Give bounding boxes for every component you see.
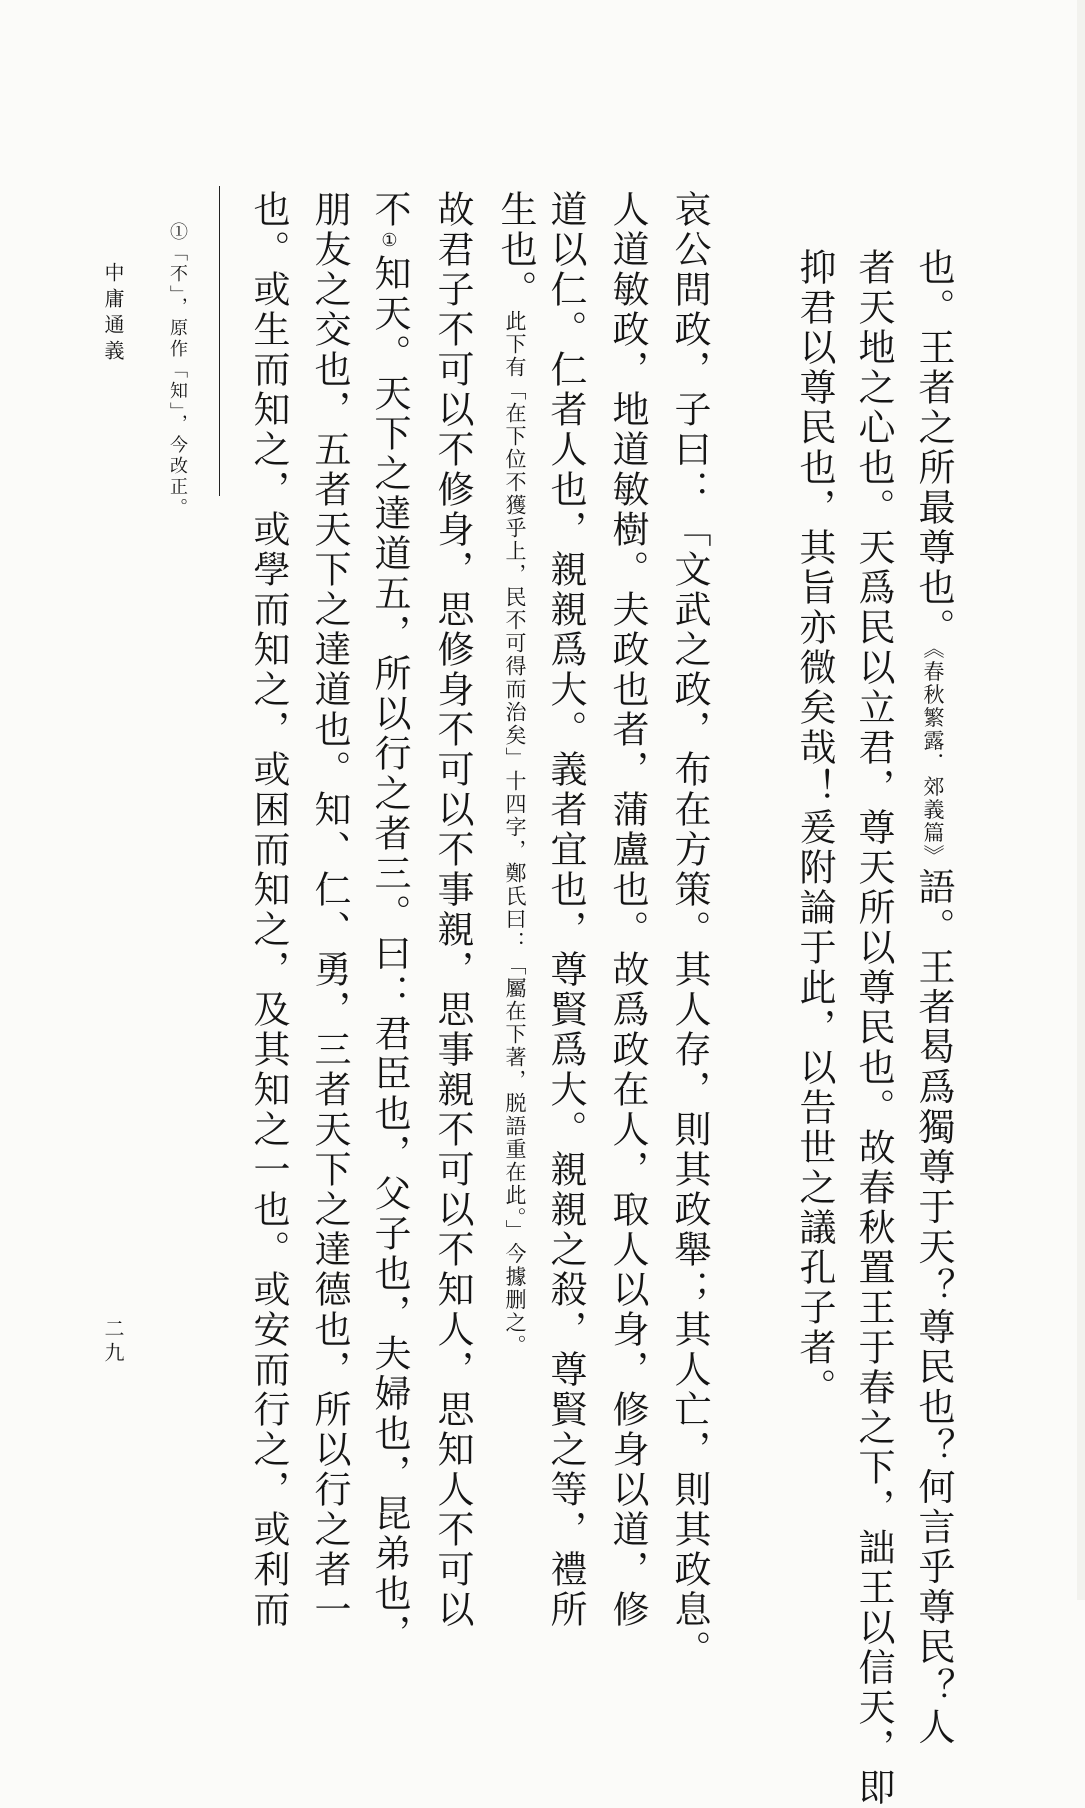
main-column-7: 朋友之交也，五者天下之達道也。知、仁、勇，三者天下之達德也，所以行之者一 xyxy=(308,190,351,1630)
main-column-6: 不①知天。天下之達道五，所以行之者三。曰：君臣也，父子也，夫婦也，昆弟也， xyxy=(368,190,411,1654)
page-number: 二九 xyxy=(101,1318,125,1366)
footnote-rule xyxy=(219,186,220,496)
running-title: 中庸通義 xyxy=(101,262,125,366)
gloss-column-1: 也。王者之所最尊也。《春秋繁露．郊義篇》語。王者曷爲獨尊于天？尊民也？何言乎尊民？人 xyxy=(912,248,955,1748)
citation-chunqiu-fanlu: 《春秋繁露．郊義篇》 xyxy=(921,648,945,868)
main-column-2: 人道敏政，地道敏樹。夫政也者，蒲盧也。故爲政在人，取人以身，修身以道，修 xyxy=(606,190,649,1630)
main-column-5: 故君子不可以不修身，思修身不可以不事親，思事親不可以不知人，思知人不可以 xyxy=(431,190,474,1630)
main-column-1: 哀公問政，子曰：「文武之政，布在方策。其人存，則其政舉；其人亡，則其政息。 xyxy=(668,190,711,1670)
editorial-note: 此下有「在下位不獲乎上，民不可得而治矣」十四字，鄭氏曰：「屬在下著，脱語重在此。」今據删之。 xyxy=(503,310,527,1358)
gloss-column-3: 抑君以尊民也，其旨亦微矣哉！爰附論于此，以告世之議孔子者。 xyxy=(793,248,836,1408)
page-edge xyxy=(1077,0,1085,1600)
footnote: ①「不」，原作「知」，今改正。 xyxy=(167,222,188,519)
main-column-4: 生也。此下有「在下位不獲乎上，民不可得而治矣」十四字，鄭氏曰：「屬在下著，脱語重在此。」今據删之。 xyxy=(494,190,537,1358)
gloss-column-2: 者天地之心也。天爲民以立君，尊天所以尊民也。故春秋置王于春之下，詘王以信天，即 xyxy=(852,248,895,1808)
main-column-8: 也。或生而知之，或學而知之，或困而知之，及其知之一也。或安而行之，或利而 xyxy=(247,190,290,1630)
main-column-3: 道以仁。仁者人也，親親爲大。義者宜也，尊賢爲大。親親之殺，尊賢之等，禮所 xyxy=(544,190,587,1630)
footnote-marker: ① xyxy=(379,230,400,254)
